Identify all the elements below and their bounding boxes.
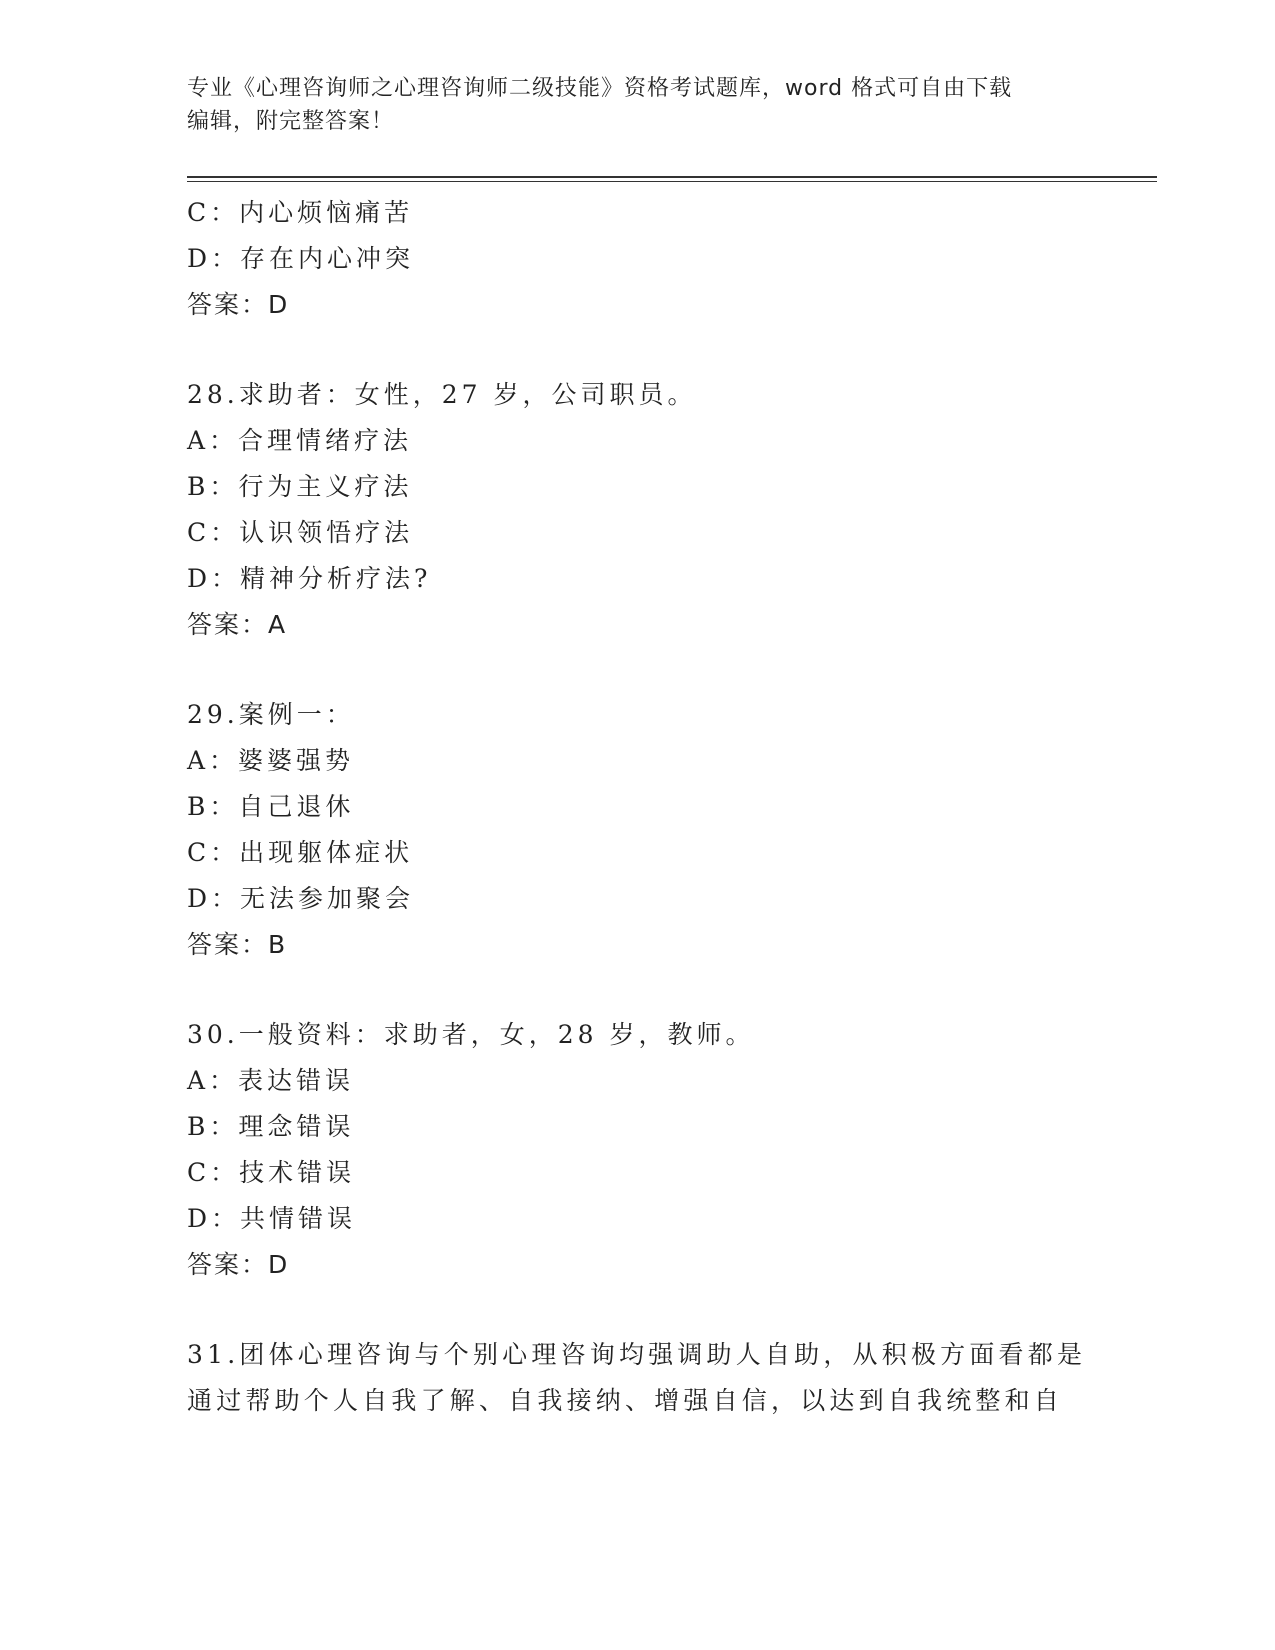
question-stem-line-1: 31.团体心理咨询与个别心理咨询均强调助人自助，从积极方面看都是	[187, 1340, 1087, 1369]
option-b: B：理念错误	[187, 1112, 355, 1141]
question-block-continued	[187, 190, 1087, 328]
question-list	[187, 190, 1087, 1424]
option-d: D：共情错误	[187, 1204, 357, 1233]
header-rule-thin	[187, 181, 1157, 182]
answer-label: 答案：B	[187, 930, 288, 959]
document-header	[187, 72, 1087, 138]
option-d: D：精神分析疗法?	[187, 564, 432, 593]
option-a: A：表达错误	[187, 1066, 355, 1095]
question-stem: 29.案例一：	[187, 700, 355, 729]
option-c: C：认识领悟疗法	[187, 518, 414, 547]
question-stem: 28.求助者：女性，27 岁，公司职员。	[187, 380, 697, 409]
question-block-31	[187, 1332, 1087, 1424]
spacer	[187, 328, 1087, 372]
option-c: C：内心烦恼痛苦	[187, 198, 414, 227]
answer-label: 答案：A	[187, 610, 288, 639]
header-line-1: 专业《心理咨询师之心理咨询师二级技能》资格考试题库，word 格式可自由下载	[187, 76, 1013, 101]
question-stem: 30.一般资料：求助者，女，28 岁，教师。	[187, 1020, 755, 1049]
option-d: D：无法参加聚会	[187, 884, 415, 913]
question-block-29	[187, 692, 1087, 968]
spacer	[187, 968, 1087, 1012]
spacer	[187, 648, 1087, 692]
option-c: C：技术错误	[187, 1158, 356, 1187]
question-block-30	[187, 1012, 1087, 1288]
option-c: C：出现躯体症状	[187, 838, 414, 867]
option-b: B：自己退休	[187, 792, 355, 821]
answer-label: 答案：D	[187, 290, 290, 319]
option-b: B：行为主义疗法	[187, 472, 413, 501]
option-d: D：存在内心冲突	[187, 244, 415, 273]
spacer	[187, 1288, 1087, 1332]
option-a: A：婆婆强势	[187, 746, 355, 775]
question-block-28	[187, 372, 1087, 648]
answer-label: 答案：D	[187, 1250, 290, 1279]
header-line-2: 编辑，附完整答案！	[187, 109, 395, 134]
question-stem-line-2: 通过帮助个人自我了解、自我接纳、增强自信，以达到自我统整和自	[187, 1386, 1064, 1415]
header-rule-thick	[187, 176, 1157, 178]
option-a: A：合理情绪疗法	[187, 426, 413, 455]
